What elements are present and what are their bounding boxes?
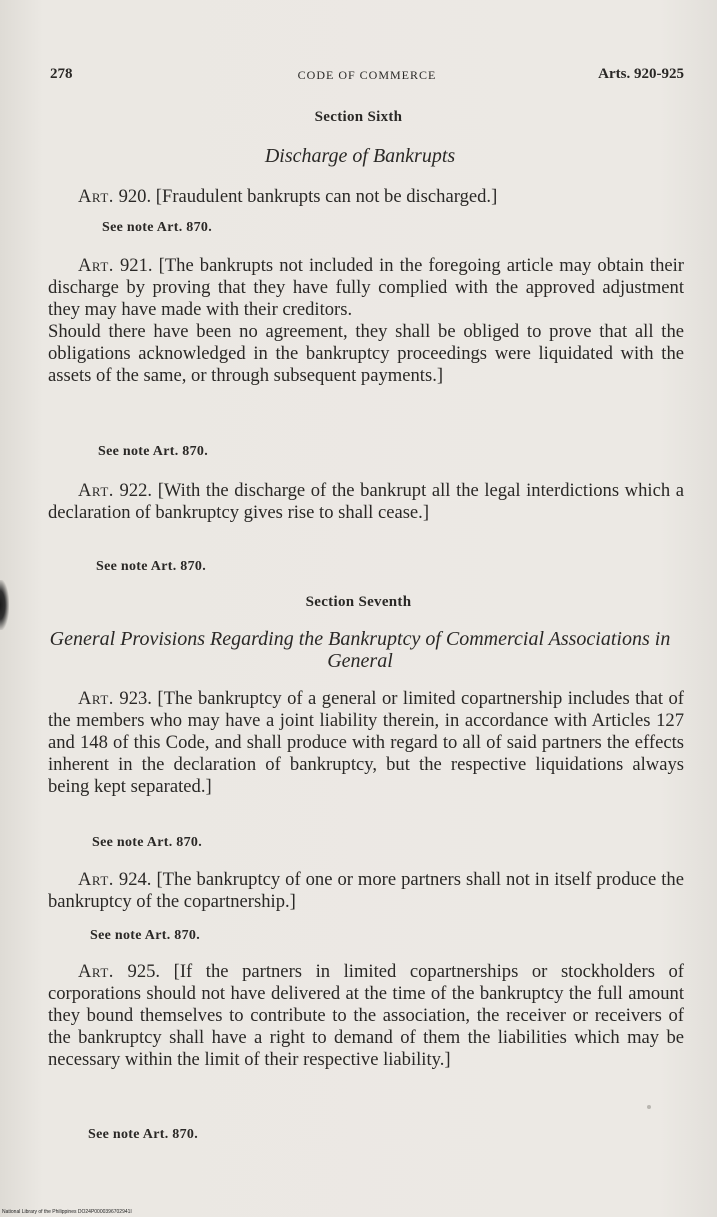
running-title: CODE OF COMMERCE <box>297 68 437 82</box>
article-number: 923. <box>119 688 152 709</box>
article-label: Art. <box>78 186 114 207</box>
article-note: See note Art. 870. <box>90 928 200 943</box>
article-number: 924. <box>118 869 152 890</box>
article-paragraph <box>48 255 684 321</box>
page-header <box>50 66 684 88</box>
article-923 <box>48 688 684 798</box>
article-text: [The bankruptcy of a general or limited copartnership includes that of the members who may have a joint liability therein, in accordance with Articles 127 and 148 of this Code, and shall produce with regard to all of said partners the effects inherent in the declaration of bankruptcy, but the respective liquidations always being kept separated.] <box>48 688 684 797</box>
article-paragraph <box>48 869 684 913</box>
section-sixth-subtitle: Discharge of Bankrupts <box>264 145 456 167</box>
article-label: Art. <box>78 869 114 890</box>
article-number: 920. <box>118 186 152 207</box>
article-text: [If the partners in limited copartnerships or stockholders of corporations should not have delivered at the time of the bankruptcy the full amount they bound themselves to contribute to the association, the receiver or receivers of the bankruptcy shall have a right to demand of them the liabilities which may be necessary within the limit of their respective liability.] <box>48 961 685 1070</box>
article-range: Arts. 920-925 <box>598 66 684 82</box>
footer-credit: National Library of the Philippines DO24P0000396702941I <box>2 1209 132 1215</box>
page-number: 278 <box>50 66 73 82</box>
article-number: 922. <box>119 480 153 501</box>
article-text: [The bankruptcy of one or more partners shall not in itself produce the bankruptcy of the copartnership.] <box>48 869 684 912</box>
article-text: [With the discharge of the bankrupt all the legal interdictions which a declaration of bankruptcy gives rise to shall cease.] <box>48 480 684 523</box>
scan-speck <box>647 1105 651 1109</box>
article-924 <box>48 869 684 913</box>
article-label: Art. <box>78 961 114 982</box>
section-seventh-title: Section Seventh <box>305 594 412 610</box>
article-text: [The bankrupts not included in the foregoing article may obtain their discharge by proving that they have fully complied with the approved adjustment they may have made with their creditors. <box>48 255 684 320</box>
article-paragraph <box>48 186 684 208</box>
article-note: See note Art. 870. <box>98 444 208 459</box>
article-label: Art. <box>78 688 114 709</box>
article-text: [Fraudulent bankrupts can not be discharged.] <box>155 186 498 207</box>
article-925 <box>48 961 684 1071</box>
article-paragraph <box>48 961 684 1071</box>
article-921 <box>48 255 684 387</box>
article-paragraph <box>48 480 684 524</box>
article-920 <box>48 186 684 208</box>
section-sixth-title: Section Sixth <box>314 109 403 125</box>
article-label: Art. <box>78 255 114 276</box>
article-paragraph <box>48 321 684 387</box>
article-label: Art. <box>78 480 114 501</box>
article-note: See note Art. 870. <box>96 559 206 574</box>
article-paragraph <box>48 688 684 798</box>
article-note: See note Art. 870. <box>92 835 202 850</box>
article-922 <box>48 480 684 524</box>
article-number: 921. <box>120 255 153 276</box>
article-note: See note Art. 870. <box>102 220 212 235</box>
article-number: 925. <box>127 961 161 982</box>
article-note: See note Art. 870. <box>88 1127 198 1142</box>
section-seventh-subtitle: General Provisions Regarding the Bankruptcy of Commercial Associations in General <box>49 628 671 672</box>
article-text: Should there have been no agreement, they shall be obliged to prove that all the obligations acknowledged in the bankruptcy proceedings were liquidated with the assets of the same, or through subsequent payments.] <box>48 321 684 386</box>
scan-margin-shadow <box>0 580 9 630</box>
